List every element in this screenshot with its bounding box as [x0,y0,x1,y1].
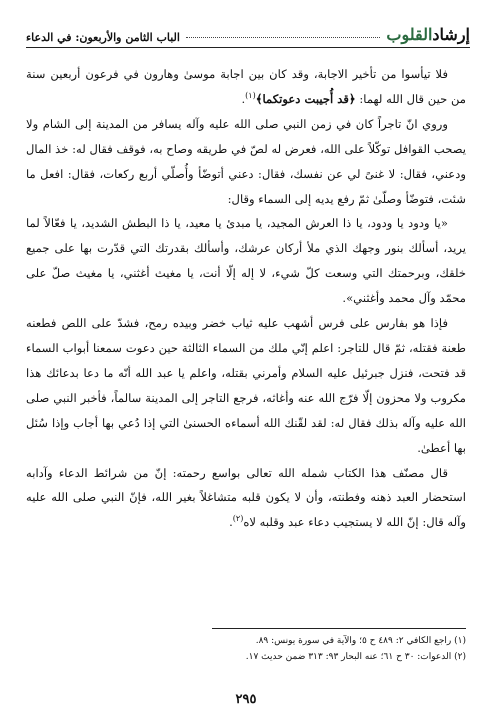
footnote-rule [212,628,466,629]
header-rule [26,47,470,48]
footnotes [26,633,466,665]
book-title [386,25,470,44]
quran-quote: ﴿قد أُجيبت دعوتكما﴾ [255,91,356,106]
page-number: ٢٩٥ [235,692,257,707]
paragraph-1-text: فلا تيأسوا من تأخير الاجابة، وقد كان بين اجابة موسىٰ وهارون في فرعون أربعين سنة من حين قال الله لهما: [26,67,466,106]
paragraph-5 [26,461,466,536]
paragraph-5-end: . [229,515,233,530]
footnote-ref-1: (١) [245,91,256,101]
footnote-ref-2: (٢) [232,514,244,524]
paragraph-1-end: . [241,91,246,106]
paragraph-2: وروي انّ تاجراً كان في زمن النبي صلى الله عليه وآله يسافر من المدينة إلى الشام ولا يصحب القوافل توكّلاً على الله، فعرض له لصّ في طريقه وصاح به، فوقف فقال له: خذ المال ودعني، فقال: لا غنىً لي عن نفسك، فقال: دعني أتوضّأ وأُصلّي أربع ركعات، فقال: افعل ما شئت، فتوضّأ وصلّىٰ ثمّ رفع يديه إلى السماء وقال: [26,116,466,206]
paragraph-5-text: قال مصنّف هذا الكتاب شمله الله تعالى بواسع رحمته: إنّ من شرائط الدعاء وآدابه استحضار العبد ذهنه وفطنته، وأن لا يكون قلبه متشاغلاً بغير الله، فإنّ النبي صلى الله عليه وآله قال: إنّ الله لا يستجيب دعاء عبد وقلبه لاه [26,465,466,530]
paragraph-3-dua: «يا ودود يا ودود، يا ذا العرش المجيد، يا مبدئ يا معيد، يا ذا البطش الشديد، يا فعّالاً لما يريد، أسألك بنور وجهك الذي ملأ أركان عرشك، وأسألك بقدرتك التي قدّرت بها على جميع خلقك، وبرحمتك التي وسعت كلّ شيء، لا إله إلّا أنت، يا مغيث أغثني، يا مغيث صلّ على محمّد وآل محمد وأغثني». [26,216,466,306]
book-title-head: إرشاد [432,25,470,44]
footnote-2: (٢) الدعوات: ٣٠ ح ٦١؛ عنه البحار ٩٣: ٣١٣ ضمن حديث ١٧. [245,652,466,662]
running-header [26,18,470,44]
header-dotted-leader [186,37,380,38]
book-title-tail: القلوب [386,25,433,44]
footnote-1: (١) راجع الكافي ٢: ٤٨٩ ح ٥؛ والآية في سورة يونس: ٨٩. [255,636,466,646]
paragraph-4: فإذا هو بفارس على فرس أشهب عليه ثياب خضر وبيده رمح، فشدّ على اللص فطعنه طعنة فقتله، ثمّ قال للتاجر: اعلم إنّي ملك من السماء الثالثة حين دعوت سمعنا أبواب السماء قد فتحت، فنزل جبرئيل عليه السلام وأمرني بقتله، واعلم يا عبد الله أنّه ما دعا بدعائك هذا مكروب ولا محزون إلّا فرّج الله عنه وأغاثه، فرجع التاجر إلى المدينة سالماً، فأخبر النبي صلى الله عليه وآله بذلك فقال له: لقد لقّنك الله أسماءه الحسنىٰ التي إذا دُعي بها أجاب وإذا سُئل بها أعطىٰ. [26,316,466,455]
paragraph-1 [26,62,466,112]
main-text [26,62,466,535]
chapter-title: الباب الثامن والأربعون: في الدعاء [26,31,180,44]
